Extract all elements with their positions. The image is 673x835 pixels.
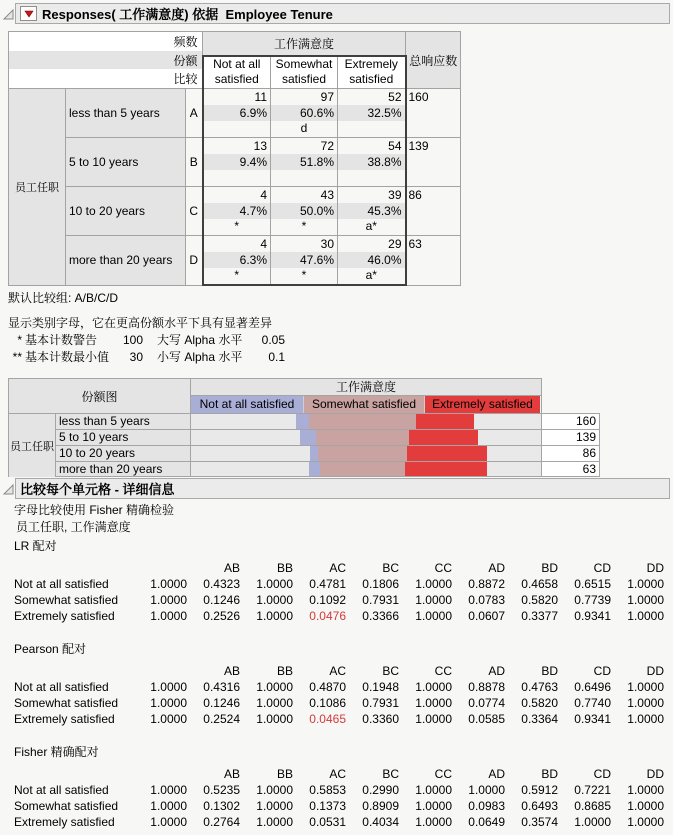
share-total: 63 [541,461,600,477]
pv-value: 0.4316 [203,680,240,694]
share-total: 86 [541,445,600,461]
row-group-label: 员工任职 [9,89,66,286]
letters-note: 显示类别字母，它在更高份额水平下具有显著差异 [8,316,273,330]
pv-value: 0.1373 [309,799,346,813]
share-bar-cell [190,429,541,445]
share-chart [8,378,600,477]
pv-value: 1.0000 [627,680,664,694]
pv-value: 0.3377 [521,609,558,623]
note-marker: * [17,333,22,347]
pv-header-spacer [134,663,187,679]
pv-value: 1.0000 [256,712,293,726]
pv-value: 1.0000 [415,712,452,726]
pv-value: 0.8878 [468,680,505,694]
freq-data-cell [203,236,271,286]
total-value: 63 [406,236,461,286]
pvalue-table [14,766,664,830]
percent-value: 50.0% [271,203,337,219]
pv-value: 0.2764 [203,815,240,829]
pv-col-header: DD [646,664,664,678]
pvalue-table-block [14,538,664,624]
note-row-warning [8,332,285,349]
share-bar-segment [320,462,405,476]
share-chart-legend [190,395,541,413]
pv-value: 0.1806 [362,577,399,591]
share-bar-segment [309,414,417,429]
pv-header-spacer [134,766,187,782]
pv-value: 1.0000 [415,799,452,813]
pv-row-label: Not at all satisfied [14,783,109,797]
report-title-bar [15,3,670,24]
frequency-table [8,31,461,286]
share-bar-segment [316,430,408,445]
pv-col-header: BD [541,767,558,781]
letter-cell: D [186,236,203,286]
pv-value: 1.0000 [468,783,505,797]
tenure-label: 10 to 20 years [66,187,186,236]
corner-label-compare: 比较 [173,72,198,87]
freq-data-cell [338,236,406,286]
pv-value: 0.5820 [521,696,558,710]
percent-value: 38.8% [338,154,405,170]
pv-col-header: BD [541,561,558,575]
pv-row-label: Not at all satisfied [14,680,109,694]
details-title-bar [15,478,670,499]
disclosure-triangle-icon[interactable] [2,8,15,21]
pv-row [14,608,664,624]
percent-value: 4.7% [204,203,271,219]
pv-value: 1.0000 [415,696,452,710]
count-value: 29 [388,237,402,251]
percent-value: 45.3% [338,203,405,219]
pv-value: 0.4658 [521,577,558,591]
pv-header-spacer [14,663,134,679]
freq-data-cell [271,89,338,138]
count-value: 30 [320,237,334,251]
pv-col-header: CD [593,664,611,678]
pv-row-label: Somewhat satisfied [14,696,119,710]
pv-row [14,814,664,830]
pv-value: 1.0000 [415,680,452,694]
share-bar-segment [300,430,317,445]
share-bar-cell [190,461,541,477]
freq-data-cell [271,138,338,187]
pv-value: 1.0000 [256,680,293,694]
share-bar-segment [296,414,308,429]
red-triangle-menu-button[interactable] [20,6,37,21]
pv-row-label: Somewhat satisfied [14,593,119,607]
freq-table-row [9,138,461,187]
pv-value: 1.0000 [627,712,664,726]
pv-header-spacer [14,560,134,576]
pvalue-table-block [14,641,664,727]
percent-value: 6.3% [204,252,271,268]
pv-value: 0.8872 [468,577,505,591]
pv-value: 0.7931 [362,593,399,607]
column-header-somewhat: Somewhat satisfied [271,56,338,89]
note-row-minimum [8,349,285,366]
pv-col-header: CC [434,561,452,575]
pvalue-tables [14,538,664,835]
pv-value: 1.0000 [627,783,664,797]
pv-value: 0.0649 [468,815,505,829]
note-label2: 小写 Alpha 水平 [157,350,243,364]
tenure-label: 5 to 10 years [66,138,186,187]
pv-col-header: BB [276,561,293,575]
freq-data-cell [338,138,406,187]
compare-value: * [301,268,307,282]
count-value: 4 [260,237,267,251]
note-value: 100 [122,333,143,347]
pv-value: 0.3360 [362,712,399,726]
share-bar-segment [407,446,488,461]
pvalue-table [14,560,664,624]
pv-value: 0.3364 [521,712,558,726]
disclosure-triangle-icon[interactable] [2,483,15,496]
pv-value: 1.0000 [150,696,187,710]
share-bar-cell [190,413,541,429]
share-bar-segment [416,414,474,429]
pv-value: 0.6496 [574,680,611,694]
pv-row-label: Not at all satisfied [14,577,109,591]
freq-data-cell [338,187,406,236]
pv-value: 0.3574 [521,815,558,829]
report-outline-header [2,3,670,24]
letter-cell: A [186,89,203,138]
compare-value: * [234,219,240,233]
pv-col-header: AC [329,664,346,678]
note-label2: 大写 Alpha 水平 [157,333,243,347]
pv-value: 0.4870 [309,680,346,694]
compare-value [338,170,405,186]
pv-value: 0.1092 [309,593,346,607]
pv-header-row [14,766,664,782]
pv-col-header: BC [382,767,399,781]
pv-value: 0.5853 [309,783,346,797]
pv-value: 0.1302 [203,799,240,813]
freq-data-cell [203,138,271,187]
percent-value: 60.6% [271,105,337,121]
pv-col-header: DD [646,561,664,575]
pv-value: 0.0607 [468,609,505,623]
total-value: 86 [406,187,461,236]
pv-value: 0.2524 [203,712,240,726]
pv-value: 0.7221 [574,783,611,797]
pv-value: 0.1246 [203,593,240,607]
pv-col-header: AD [488,561,505,575]
pv-value: 1.0000 [150,680,187,694]
legend-item: Not at all satisfied [191,396,303,413]
note-label: 基本计数警告 [25,333,98,347]
share-bar-segment [318,446,407,461]
total-responses-header: 总响应数 [406,32,461,89]
pv-value: 1.0000 [150,799,187,813]
compare-value [204,170,271,186]
pv-value: 1.0000 [256,696,293,710]
count-value: 39 [388,188,402,202]
pv-value: 1.0000 [415,577,452,591]
pv-col-header: CC [434,767,452,781]
count-value: 52 [388,90,402,104]
details-outline-header [2,478,670,499]
share-chart-corner-label: 份额图 [8,378,190,413]
pv-value: 0.2990 [362,783,399,797]
pv-row [14,798,664,814]
pv-row-label: Somewhat satisfied [14,799,119,813]
share-chart-header-spacer [541,378,600,413]
share-bar-cell [190,445,541,461]
legend-item: Extremely satisfied [424,396,540,413]
compare-value [338,121,405,137]
freq-data-cell [271,236,338,286]
pv-value: 1.0000 [574,815,611,829]
pv-value: 1.0000 [256,799,293,813]
details-subtitle-test: 字母比较使用 Fisher 精确检验 [14,503,175,517]
pv-value: 0.1246 [203,696,240,710]
pv-col-header: BB [276,664,293,678]
pv-value: 0.7740 [574,696,611,710]
count-value: 13 [253,139,267,153]
pv-value: 0.1948 [362,680,399,694]
freq-table-row [9,89,461,138]
pv-value: 0.6515 [574,577,611,591]
share-tenure-label: less than 5 years [55,413,190,429]
count-value: 54 [388,139,402,153]
pv-value: 1.0000 [627,696,664,710]
pv-value: 0.8909 [362,799,399,813]
pv-col-header: CD [593,561,611,575]
pv-value: 0.5235 [203,783,240,797]
pv-header-spacer [134,560,187,576]
share-bar-segment [405,462,487,476]
count-value: 4 [260,188,267,202]
pv-value: 0.5912 [521,783,558,797]
pvalue-table-block [14,744,664,830]
pv-value: 1.0000 [627,577,664,591]
pv-row-label: Extremely satisfied [14,815,115,829]
note-label: 基本计数最小值 [25,350,110,364]
share-bar-segment [409,430,478,445]
pv-col-header: AC [329,767,346,781]
pv-value: 1.0000 [627,593,664,607]
pv-value: 1.0000 [150,577,187,591]
percent-value: 47.6% [271,252,337,268]
freq-data-cell [203,187,271,236]
pv-value: 0.4034 [362,815,399,829]
freq-data-cell [338,89,406,138]
pv-col-header: AB [223,561,240,575]
pv-value: 1.0000 [256,593,293,607]
pv-col-header: AD [488,664,505,678]
total-value: 160 [406,89,461,138]
details-subtitle-vars: 员工任职, 工作满意度 [16,520,131,534]
corner-label-share: 份额 [9,51,202,70]
note-value: 30 [129,350,143,364]
pv-value: 0.5820 [521,593,558,607]
pv-value: 1.0000 [256,609,293,623]
pv-value: 0.0774 [468,696,505,710]
freq-data-cell [203,89,271,138]
percent-value: 6.9% [204,105,271,121]
share-chart-row-group-label: 员工任职 [8,413,55,477]
count-value: 72 [320,139,334,153]
pv-value: 0.6493 [521,799,558,813]
pv-value: 1.0000 [150,593,187,607]
pv-col-header: AD [488,767,505,781]
pv-row [14,592,664,608]
pv-value: 1.0000 [150,815,187,829]
pv-value: 0.0476 [309,609,346,623]
pv-header-row [14,663,664,679]
pv-value: 1.0000 [150,609,187,623]
pv-header-spacer [14,766,134,782]
pvalue-table-title: LR 配对 [14,539,57,553]
pv-value: 0.0783 [468,593,505,607]
note-value2: 0.05 [261,333,285,347]
pv-row [14,711,664,727]
pv-row-label: Extremely satisfied [14,712,115,726]
pv-value: 1.0000 [256,783,293,797]
pv-value: 0.8685 [574,799,611,813]
pv-value: 1.0000 [415,593,452,607]
pv-col-header: DD [646,767,664,781]
compare-value [271,170,337,186]
pv-value: 0.9341 [574,712,611,726]
satisfaction-group-header: 工作满意度 [203,32,406,56]
letter-cell: C [186,187,203,236]
pv-value: 0.0531 [309,815,346,829]
pv-col-header: AC [329,561,346,575]
column-header-extremely: Extremely satisfied [338,56,406,89]
pv-row-label: Extremely satisfied [14,609,115,623]
pv-col-header: BB [276,767,293,781]
pv-row [14,695,664,711]
percent-value: 51.8% [271,154,337,170]
pvalue-table-title: Pearson 配对 [14,642,87,656]
details-title: 比较每个单元格 - 详细信息 [20,482,175,497]
percent-value: 9.4% [204,154,271,170]
legend-item: Somewhat satisfied [303,396,424,413]
pv-value: 1.0000 [256,815,293,829]
pv-col-header: CC [434,664,452,678]
pv-header-row [14,560,664,576]
pv-value: 0.4323 [203,577,240,591]
pv-value: 1.0000 [627,799,664,813]
pv-value: 0.9341 [574,609,611,623]
pvalue-table-title: Fisher 精确配对 [14,745,99,759]
total-value: 139 [406,138,461,187]
letter-cell: B [186,138,203,187]
pv-value: 0.4781 [309,577,346,591]
pv-value: 0.4763 [521,680,558,694]
compare-value: * [301,219,307,233]
pv-value: 1.0000 [150,712,187,726]
pv-value: 1.0000 [415,815,452,829]
pv-value: 0.7931 [362,696,399,710]
pv-value: 0.0983 [468,799,505,813]
pv-col-header: CD [593,767,611,781]
share-total: 139 [541,429,600,445]
report-title: Responses( 工作满意度) 依据 Employee Tenure [42,7,333,22]
note-marker: ** [12,350,22,364]
pv-value: 1.0000 [256,577,293,591]
pv-value: 0.0585 [468,712,505,726]
pv-col-header: BD [541,664,558,678]
count-value: 43 [320,188,334,202]
pv-value: 0.1086 [309,696,346,710]
pv-value: 0.7739 [574,593,611,607]
percent-value: 46.0% [338,252,405,268]
pvalue-table [14,663,664,727]
pv-value: 0.3366 [362,609,399,623]
pv-col-header: BC [382,664,399,678]
red-triangle-icon [24,10,34,18]
compare-value: a* [365,268,377,282]
column-header-not-at-all: Not at all satisfied [203,56,271,89]
share-chart-group-header: 工作满意度 [190,378,541,395]
pv-row [14,576,664,592]
compare-value: * [234,268,240,282]
share-tenure-label: more than 20 years [55,461,190,477]
percent-value: 32.5% [338,105,405,121]
freq-table-row [9,236,461,286]
comparison-notes [8,290,285,366]
pv-row [14,782,664,798]
note-value2: 0.1 [268,350,285,364]
count-value: 11 [254,90,267,104]
pv-value: 1.0000 [415,783,452,797]
tenure-label: more than 20 years [66,236,186,286]
compare-value [204,121,271,137]
tenure-label: less than 5 years [66,89,186,138]
share-bar-segment [310,446,318,461]
freq-table-row [9,187,461,236]
pv-row [14,679,664,695]
default-group-note: 默认比较组: A/B/C/D [8,291,119,305]
share-tenure-label: 5 to 10 years [55,429,190,445]
pv-value: 1.0000 [150,783,187,797]
share-total: 160 [541,413,600,429]
compare-value: a* [365,219,377,233]
pv-value: 1.0000 [415,609,452,623]
pv-col-header: AB [223,767,240,781]
pv-value: 1.0000 [627,815,664,829]
count-value: 97 [320,90,334,104]
corner-cell [9,32,203,89]
pv-col-header: AB [223,664,240,678]
pv-value: 1.0000 [627,609,664,623]
pv-value: 0.2526 [203,609,240,623]
share-tenure-label: 10 to 20 years [55,445,190,461]
pv-col-header: BC [382,561,399,575]
pv-value: 0.0465 [309,712,346,726]
corner-label-freq: 频数 [173,34,198,49]
compare-value: d [300,121,308,135]
share-bar-segment [309,462,320,476]
freq-data-cell [271,187,338,236]
